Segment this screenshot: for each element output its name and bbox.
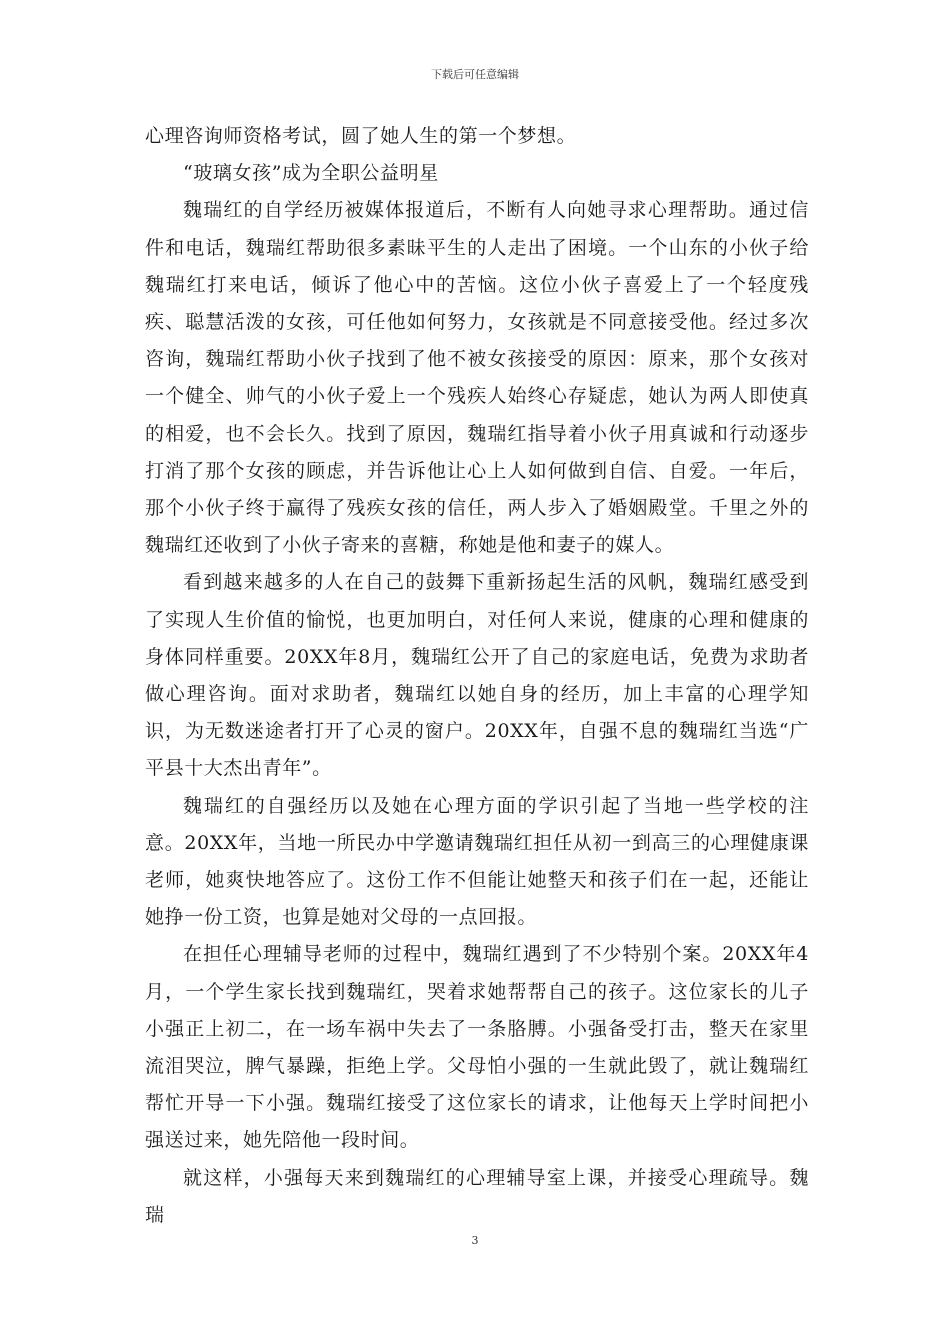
- paragraph-6: 就这样，小强每天来到魏瑞红的心理辅导室上课，并接受心理疏导。魏瑞: [145, 1166, 809, 1226]
- page-number: 3: [471, 1234, 479, 1247]
- page-header: 下载后可任意编辑: [431, 68, 519, 81]
- paragraph-2: 魏瑞红的自学经历被媒体报道后，不断有人向她寻求心理帮助。通过信件和电话，魏瑞红帮助很多素昧平生的人走出了困境。一个山东的小伙子给魏瑞红打来电话，倾诉了他心中的苦恼。这位小伙子喜爱上了一个轻度残疾、聪慧活泼的女孩，可任他如何努力，女孩就是不同意接受他。经过多次咨询，魏瑞红帮助小伙子找到了他不被女孩接受的原因：原来，那个女孩对一个健全、帅气的小伙子爱上一个残疾人始终心存疑虑，她认为两人即使真的相爱，也不会长久。找到了原因，魏瑞红指导着小伙子用真诚和行动逐步打消了那个女孩的顾虑，并告诉他让心上人如何做到自信、自爱。一年后，那个小伙子终于赢得了残疾女孩的信任，两人步入了婚姻殿堂。千里之外的魏瑞红还收到了小伙子寄来的喜糖，称她是他和妻子的媒人。: [145, 199, 809, 557]
- paragraph-4: 魏瑞红的自强经历以及她在心理方面的学识引起了当地一些学校的注意。20XX年，当地一所民办中学邀请魏瑞红担任从初一到高三的心理健康课老师，她爽快地答应了。这份工作不但能让她整天和孩子们在一起，还能让她挣一份工资，也算是她对父母的一点回报。: [145, 794, 809, 929]
- paragraph-5: 在担任心理辅导老师的过程中，魏瑞红遇到了不少特别个案。20XX年4月，一个学生家长找到魏瑞红，哭着求她帮帮自己的孩子。这位家长的儿子小强正上初二，在一场车祸中失去了一条胳膊。小强备受打击，整天在家里流泪哭泣，脾气暴躁，拒绝上学。父母怕小强的一生就此毁了，就让魏瑞红帮忙开导一下小强。魏瑞红接受了这位家长的请求，让他每天上学时间把小强送过来，她先陪他一段时间。: [145, 943, 809, 1152]
- paragraph-1: 心理咨询师资格考试，圆了她人生的第一个梦想。: [145, 125, 577, 147]
- paragraph-3: 看到越来越多的人在自己的鼓舞下重新扬起生活的风帆，魏瑞红感受到了实现人生价值的愉悦，也更加明白，对任何人来说，健康的心理和健康的身体同样重要。20XX年8月，魏瑞红公开了自己的家庭电话，免费为求助者做心理咨询。面对求助者，魏瑞红以她自身的经历，加上丰富的心理学知识，为无数迷途者打开了心灵的窗户。20XX年，自强不息的魏瑞红当选“广平县十大杰出青年”。: [145, 571, 809, 780]
- section-heading: “玻璃女孩”成为全职公益明星: [183, 162, 439, 185]
- document-body: [145, 118, 809, 1234]
